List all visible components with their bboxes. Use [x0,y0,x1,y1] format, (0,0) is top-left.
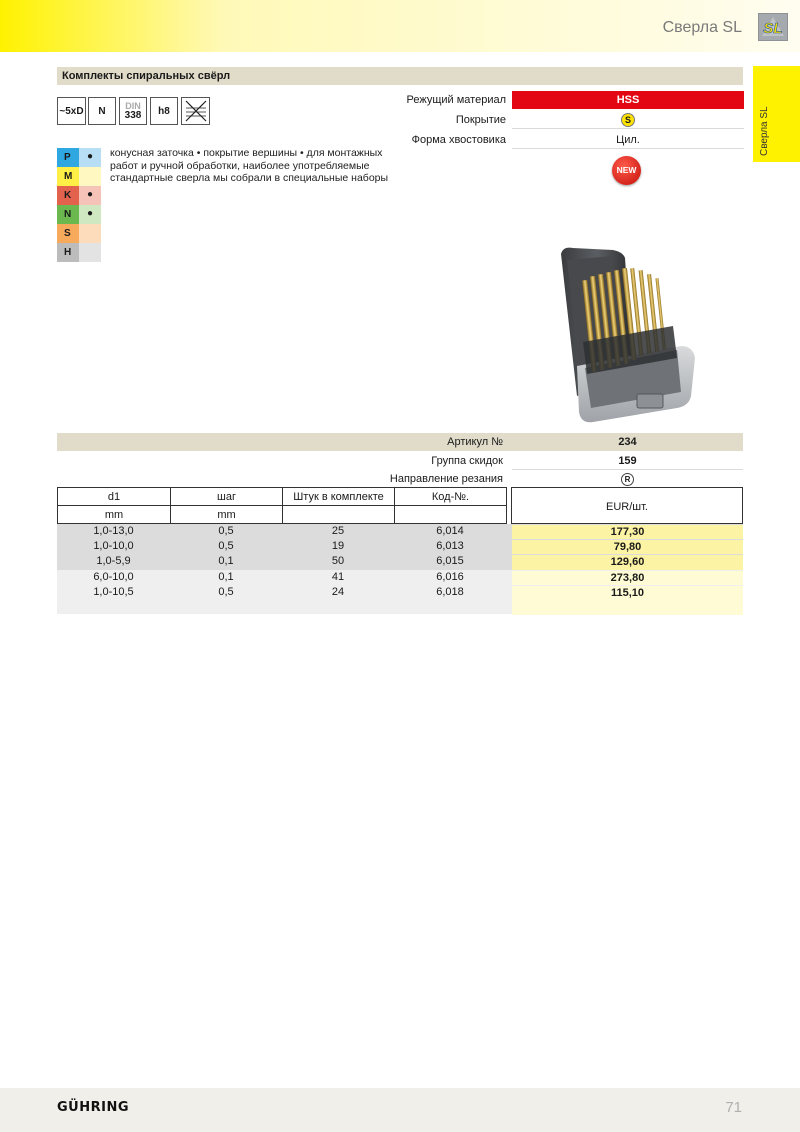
dimension-table-header [57,487,507,524]
cell-price: 79,80 [512,540,743,555]
property-row-coating [360,111,744,129]
iso-letter: M [57,167,79,186]
article-number-row [57,433,743,451]
cell-qty: 50 [331,555,345,567]
column-header-step: шаг [171,488,283,506]
cutting-direction-row [57,470,743,488]
iso-letter: S [57,224,79,243]
cell-price: 177,30 [512,525,743,540]
cell-step: 0,1 [218,555,234,567]
cell-qty: 19 [331,540,345,552]
property-row-shank [360,131,744,149]
unit-step: mm [171,506,283,524]
direction-label: Направление резания [389,473,503,485]
article-value: 234 [618,436,637,448]
iso-letter: P [57,148,79,167]
product-description: конусная заточка • покрытие вершины • для монтажных работ и ручной обработки, наиболее употребляемые стандартные сверла мы собрали в специальные наборы [110,147,389,184]
iso-material-groups [57,148,101,262]
property-value-coating [512,111,744,129]
cell-code: 6,016 [436,571,464,583]
cell-d1: 1,0-5,9 [96,555,131,567]
iso-dot [79,167,101,186]
new-badge: NEW [612,156,641,185]
cell-code: 6,018 [436,586,464,598]
iso-row-n [57,205,101,224]
iso-letter: H [57,243,79,262]
table-row[interactable] [57,570,743,585]
cell-code: 6,015 [436,555,464,567]
sl-logo [758,13,788,41]
right-hand-cutting-icon: R [621,473,634,486]
cell-step: 0,5 [218,540,234,552]
iso-letter: N [57,205,79,224]
iso-row-k [57,186,101,205]
page-header-title: Сверла SL [662,19,742,36]
unit-d1: mm [58,506,171,524]
property-label: Покрытие [455,114,506,126]
property-value-hss: HSS [512,91,744,109]
iso-dot [79,224,101,243]
length-icon: ~5xD [57,97,86,125]
cell-qty: 24 [331,586,345,598]
cell-step: 0,1 [218,571,234,583]
iso-row-h [57,243,101,262]
iso-row-s [57,224,101,243]
table-row[interactable] [57,585,743,614]
type-n-icon: N [88,97,116,125]
din-number: 338 [124,110,142,121]
iso-dot: ● [79,186,101,205]
iso-dot: ● [79,205,101,224]
iso-letter: K [57,186,79,205]
column-header-code: Код-№. [395,488,507,506]
table-row[interactable] [57,539,743,554]
property-label: Режущий материал [406,94,506,106]
cell-step: 0,5 [218,586,234,598]
column-header-qty: Штук в комплекте [283,488,395,506]
cell-d1: 6,0-10,0 [93,571,134,583]
cell-d1: 1,0-10,0 [93,540,134,552]
sl-logo-text: SL [763,20,783,37]
din-standard-icon [119,97,147,125]
table-row[interactable] [57,554,743,570]
property-value-shank: Цил. [512,131,744,149]
side-chapter-tab[interactable] [753,66,800,162]
price-column-header: EUR/шт. [511,487,743,524]
side-tab-label: Сверла SL [759,106,770,156]
discount-group-row [57,452,743,470]
unit-code [395,506,507,524]
brand-logo: GÜHRING [57,1100,130,1115]
cell-price: 273,80 [512,571,743,586]
section-title: Комплекты спиральных свёрл [57,67,743,85]
cell-code: 6,014 [436,525,464,537]
cell-price: 115,10 [512,586,743,615]
cell-price: 129,60 [512,555,743,571]
column-header-d1: d1 [58,488,171,506]
iso-dot: ● [79,148,101,167]
direction-value [512,470,743,488]
iso-dot [79,243,101,262]
property-label: Форма хвостовика [411,134,506,146]
iso-row-p [57,148,101,167]
cell-step: 0,5 [218,525,234,537]
property-row-material [360,91,744,109]
cell-qty: 41 [331,571,345,583]
drill-set-case-image [553,246,698,428]
cell-d1: 1,0-10,5 [93,586,134,598]
article-label: Артикул № [447,436,503,448]
unit-qty [283,506,395,524]
cell-d1: 1,0-13,0 [93,525,134,537]
cell-code: 6,013 [436,540,464,552]
no-coolant-icon [181,97,210,125]
page-number: 71 [725,1099,742,1116]
coating-s-icon: S [621,113,635,127]
discount-label: Группа скидок [431,455,503,467]
cell-qty: 25 [331,525,345,537]
din-label: DIN [125,101,141,111]
table-row[interactable] [57,524,743,539]
tolerance-icon: h8 [150,97,178,125]
discount-value: 159 [512,452,743,470]
iso-row-m [57,167,101,186]
